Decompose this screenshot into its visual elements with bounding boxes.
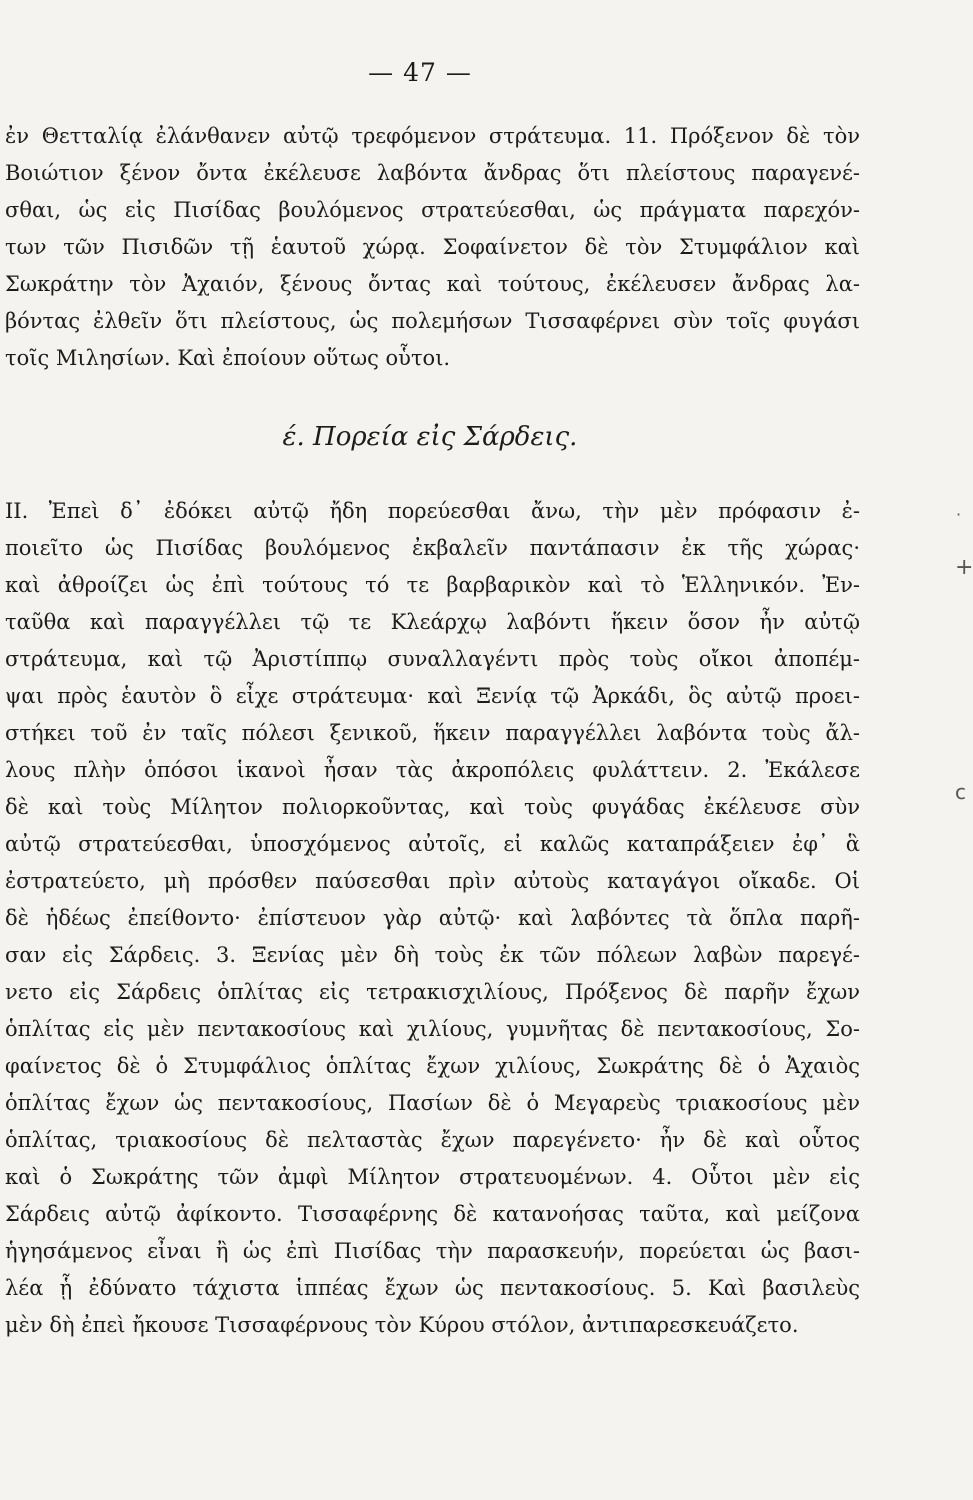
text-line: μὲν δὴ ἐπεὶ ἤκουσε Τισσαφέρνους τὸν Κύρου στόλον, ἀντιπαρεσκευάζετο. (5, 1313, 799, 1337)
text-line: ταῦθα καὶ παραγγέλλει τῷ τε Κλεάρχῳ λαβόντι ἥκειν ὅσον ἦν αὐτῷ (5, 610, 860, 634)
margin-mark: + (955, 555, 973, 580)
text-line: σθαι, ὡς εἰς Πισίδας βουλόμενος στρατεύεσθαι, ὡς πράγματα παρεχόν- (5, 198, 860, 222)
text-line: ἐν Θετταλίᾳ ἐλάνθανεν αὐτῷ τρεφόμενον στράτευμα. 11. Πρόξενον δὲ τὸν (5, 124, 860, 148)
text-line: ὁπλίτας ἔχων ὡς πεντακοσίους, Πασίων δὲ ὁ Μεγαρεὺς τριακοσίους μὲν (5, 1091, 860, 1115)
text-line: λέα ᾗ ἐδύνατο τάχιστα ἱππέας ἔχων ὡς πεντακοσίους. 5. Καὶ βασιλεὺς (5, 1276, 860, 1300)
paragraph-2 (5, 493, 860, 1344)
text-line: αὐτῷ στρατεύεσθαι, ὑποσχόμενος αὐτοῖς, εἰ καλῶς καταπράξειεν ἐφ᾽ ἃ (5, 832, 860, 856)
margin-mark: c (955, 780, 966, 804)
text-line: ὁπλίτας, τριακοσίους δὲ πελταστὰς ἔχων παρεγένετο· ἦν δὲ καὶ οὗτος (5, 1128, 860, 1152)
text-line: στράτευμα, καὶ τῷ Ἀριστίππῳ συναλλαγέντι πρὸς τοὺς οἴκοι ἀποπέμ- (5, 647, 860, 671)
text-line: ἡγησάμενος εἶναι ἢ ὡς ἐπὶ Πισίδας τὴν παρασκευήν, πορεύεται ὡς βασι- (5, 1239, 860, 1263)
text-line: των τῶν Πισιδῶν τῇ ἑαυτοῦ χώρᾳ. Σοφαίνετον δὲ τὸν Στυμφάλιον καὶ (5, 235, 860, 259)
page-number: — 47 — (368, 58, 472, 87)
text-line: φαίνετος δὲ ὁ Στυμφάλιος ὁπλίτας ἔχων χιλίους, Σωκράτης δὲ ὁ Ἀχαιὸς (5, 1054, 860, 1078)
text-line: ἐστρατεύετο, μὴ πρόσθεν παύσεσθαι πρὶν αὐτοὺς καταγάγοι οἴκαδε. Οἱ (5, 869, 860, 893)
text-line: στήκει τοῦ ἐν ταῖς πόλεσι ξενικοῦ, ἥκειν παραγγέλλει λαβόντα τοὺς ἄλ- (5, 721, 860, 745)
paragraph-1 (5, 118, 860, 377)
text-line: Σάρδεις αὐτῷ ἀφίκοντο. Τισσαφέρνης δὲ κατανοήσας ταῦτα, καὶ μείζονα (5, 1202, 860, 1226)
text-line: ψαι πρὸς ἑαυτὸν ὃ εἶχε στράτευμα· καὶ Ξενίᾳ τῷ Ἀρκάδι, ὃς αὐτῷ προει- (5, 684, 860, 708)
text-line: Βοιώτιον ξένον ὄντα ἐκέλευσε λαβόντα ἄνδρας ὅτι πλείστους παραγενέ- (5, 161, 860, 185)
text-line: Σωκράτην τὸν Ἀχαιόν, ξένους ὄντας καὶ τούτους, ἐκέλευσεν ἄνδρας λα- (5, 272, 860, 296)
text-line: καὶ ὁ Σωκράτης τῶν ἀμφὶ Μίλητον στρατευομένων. 4. Οὗτοι μὲν εἰς (5, 1165, 860, 1189)
text-line: ποιεῖτο ὡς Πισίδας βουλόμενος ἐκβαλεῖν παντάπασιν ἐκ τῆς χώρας· (5, 536, 860, 560)
text-line: λους πλὴν ὁπόσοι ἱκανοὶ ἦσαν τὰς ἀκροπόλεις φυλάττειν. 2. Ἐκάλεσε (5, 758, 860, 782)
margin-mark: · (956, 505, 962, 524)
text-line: τοῖς Μιλησίων. Καὶ ἐποίουν οὕτως οὗτοι. (5, 346, 451, 370)
text-line: δὲ καὶ τοὺς Μίλητον πολιορκοῦντας, καὶ τοὺς φυγάδας ἐκέλευσε σὺν (5, 795, 860, 819)
text-line: νετο εἰς Σάρδεις ὁπλίτας εἰς τετρακισχιλίους, Πρόξενος δὲ παρῆν ἔχων (5, 980, 860, 1004)
text-line: δὲ ἡδέως ἐπείθοντο· ἐπίστευον γὰρ αὐτῷ· καὶ λαβόντες τὰ ὅπλα παρῆ- (5, 906, 860, 930)
text-line: ὁπλίτας εἰς μὲν πεντακοσίους καὶ χιλίους, γυμνῆτας δὲ πεντακοσίους, Σο- (5, 1017, 860, 1041)
text-line: καὶ ἀθροίζει ὡς ἐπὶ τούτους τό τε βαρβαρικὸν καὶ τὸ Ἑλληνικόν. Ἐν- (5, 573, 860, 597)
section-heading: έ. Πορεία εἰς Σάρδεις. (282, 422, 578, 452)
text-line: βόντας ἐλθεῖν ὅτι πλείστους, ὡς πολεμήσων Τισσαφέρνει σὺν τοῖς φυγάσι (5, 309, 860, 333)
text-line: II. Ἐπεὶ δ᾽ ἐδόκει αὐτῷ ἤδη πορεύεσθαι ἄνω, τὴν μὲν πρόφασιν ἐ- (5, 499, 860, 523)
text-line: σαν εἰς Σάρδεις. 3. Ξενίας μὲν δὴ τοὺς ἐκ τῶν πόλεων λαβὼν παρεγέ- (5, 943, 860, 967)
